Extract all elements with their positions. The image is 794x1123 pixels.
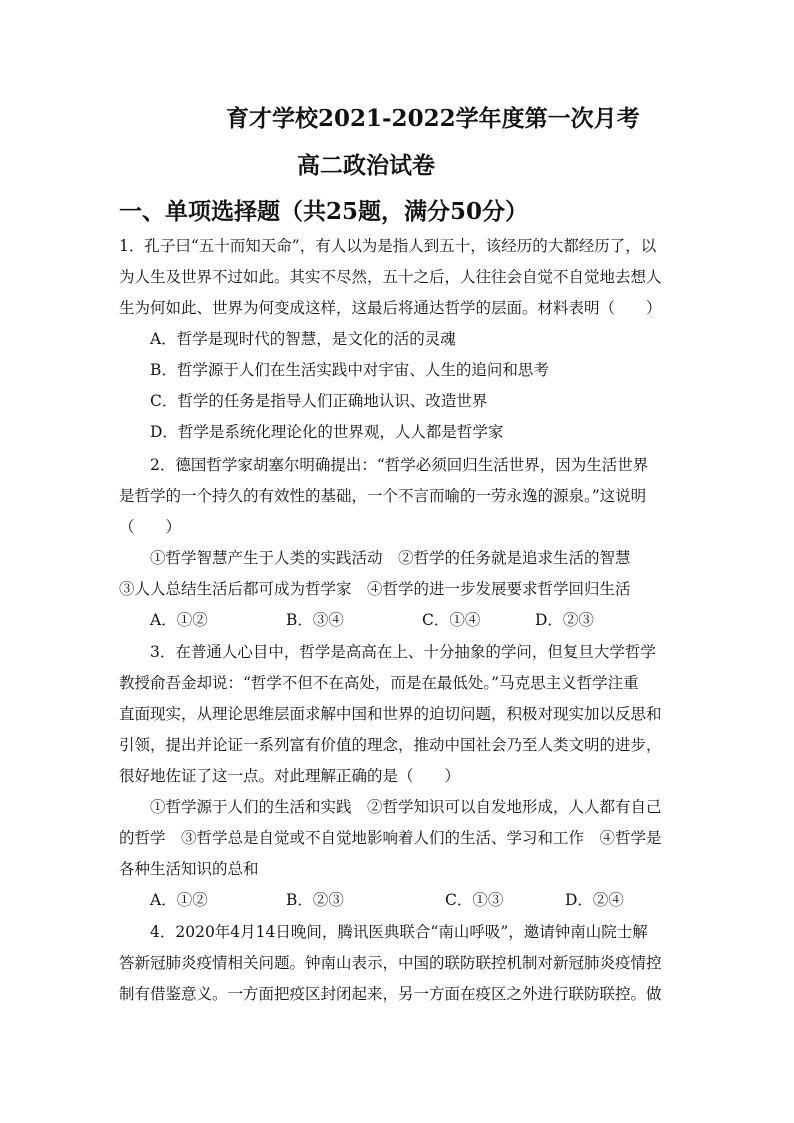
question-2-statement-line-1: ①哲学智慧产生于人类的实践活动 ②哲学的任务就是追求生活的智慧 (150, 549, 631, 567)
exam-title: 育才学校2021-2022学年度第一次月考 (226, 105, 640, 132)
question-3-line-2: 教授俞吾金却说：“哲学不但不在高处，而是在最低处。”马克思主义哲学注重 (119, 674, 639, 692)
question-3-options (150, 890, 670, 910)
question-2-option-b: B．③④ (286, 611, 344, 629)
question-2-option-a: A．①② (150, 611, 208, 629)
question-4-line-3: 制有借鉴意义。一方面把疫区封闭起来，另一方面在疫区之外进行联防联控。做 (119, 985, 662, 1003)
section-heading: 一、单项选择题（共25题，满分50分） (119, 198, 529, 225)
question-3-line-4: 引领，提出并论证一系列富有价值的理念，推动中国社会乃至人类文明的进步， (119, 736, 662, 754)
question-2-line-1: 2．德国哲学家胡塞尔明确提出：“哲学必须回归生活世界，因为生活世界 (150, 456, 649, 474)
question-4-line-2: 答新冠肺炎疫情相关问题。钟南山表示，中国的联防联控机制对新冠肺炎疫情控 (119, 954, 662, 972)
exam-subtitle: 高二政治试卷 (297, 152, 435, 179)
question-3-line-1: 3．在普通人心目中，哲学是高高在上、十分抽象的学问，但复旦大学哲学 (150, 643, 656, 661)
question-3-option-c: C．①③ (445, 891, 504, 909)
question-3-statement-line-3: 各种生活知识的总和 (119, 860, 259, 878)
question-4-line-1: 4．2020年4月14日晚间，腾讯医典联合“南山呼吸”，邀请钟南山院士解 (150, 923, 648, 941)
question-1-option-c: C．哲学的任务是指导人们正确地认识、改造世界 (150, 392, 488, 410)
question-2-option-c: C．①④ (422, 611, 481, 629)
question-1-option-b: B．哲学源于人们在生活实践中对宇宙、人生的追问和思考 (150, 361, 549, 379)
question-2-options (150, 610, 650, 630)
question-3-line-5: 很好地佐证了这一点。对此理解正确的是（ ） (119, 767, 461, 785)
question-3-line-3: 直面现实，从理论思维层面求解中国和世界的迫切问题，积极对现实加以反思和 (119, 705, 662, 723)
question-3-option-b: B．②③ (286, 891, 344, 909)
question-1-line-1: 1．孔子曰“五十而知天命”，有人以为是指人到五十，该经历的大都经历了，以 (119, 237, 657, 255)
question-2-statement-line-2: ③人人总结生活后都可成为哲学家 ④哲学的进一步发展要求哲学回归生活 (119, 580, 631, 598)
question-2-line-3: （ ） (119, 518, 182, 536)
question-2-option-d: D．②③ (535, 611, 594, 629)
question-3-statement-line-2: 的哲学 ③哲学总是自觉或不自觉地影响着人们的生活、学习和工作 ④哲学是 (119, 829, 662, 847)
question-1-option-a: A．哲学是现时代的智慧，是文化的活的灵魂 (150, 330, 456, 348)
question-1-option-d: D．哲学是系统化理论化的世界观，人人都是哲学家 (150, 423, 504, 441)
question-2-line-2: 是哲学的一个持久的有效性的基础，一个不言而喻的一劳永逸的源泉。”这说明 (119, 487, 647, 505)
question-3-option-a: A．①② (150, 891, 208, 909)
question-3-statement-line-1: ①哲学源于人们的生活和实践 ②哲学知识可以自发地形成，人人都有自己 (150, 798, 662, 816)
question-1-line-2: 为人生及世界不过如此。其实不尽然，五十之后，人往往会自觉不自觉地去想人 (119, 268, 662, 286)
question-3-option-d: D．②④ (565, 891, 624, 909)
question-1-line-3: 生为何如此、世界为何变成这样，这最后将通达哲学的层面。材料表明（ ） (119, 299, 662, 317)
